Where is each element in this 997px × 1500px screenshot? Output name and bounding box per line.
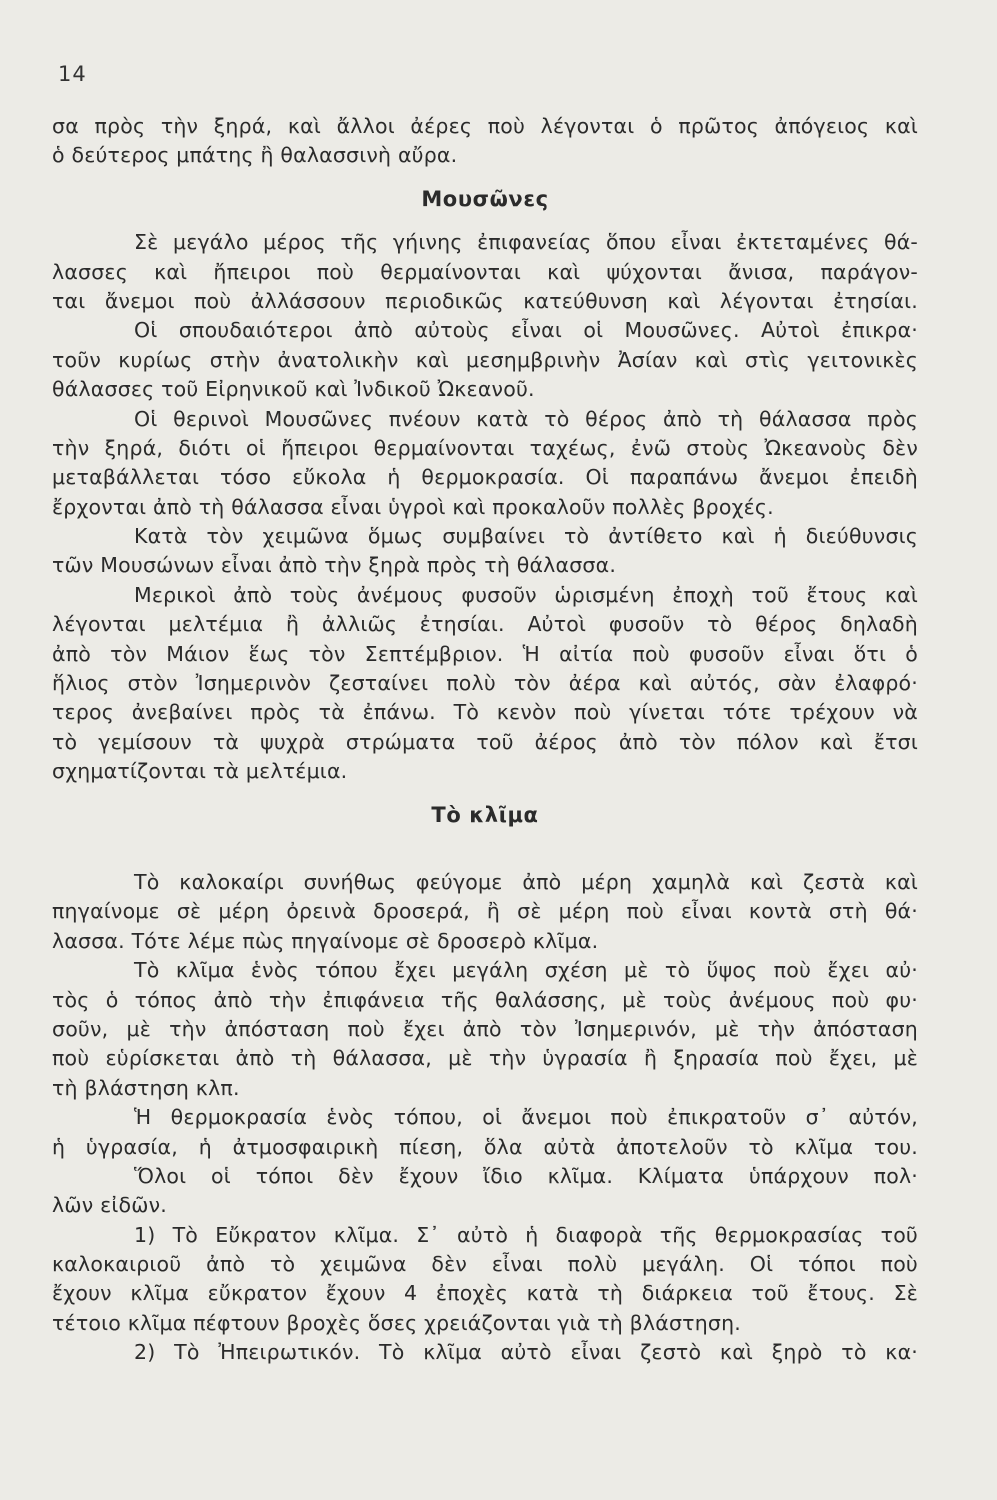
text-line: Οἱ σπουδαιότεροι ἀπὸ αὐτοὺς εἶναι οἱ Μουσῶνες. Αὐτοὶ ἐπικρα· <box>134 318 918 343</box>
text-line: 1) Τὸ Εὔκρατον κλῖμα. Σ᾽ αὐτὸ ἡ διαφορὰ τῆς θερμοκρασίας τοῦ <box>134 1222 918 1247</box>
text-line: τὴ βλάστηση κλπ. <box>52 1075 240 1100</box>
text-line: ἔρχονται ἀπὸ τὴ θάλασσα εἶναι ὑγροὶ καὶ προκαλοῦν πολλὲς βροχές. <box>52 494 774 519</box>
text-line: μεταβάλλεται τόσο εὔκολα ἡ θερμοκρασία. Οἱ παραπάνω ἄνεμοι ἐπειδὴ <box>52 465 918 490</box>
text-line: καλοκαιριοῦ ἀπὸ τὸ χειμῶνα δὲν εἶναι πολὺ μεγάλη. Οἱ τόποι ποὺ <box>52 1252 918 1277</box>
text-line: λασσες καὶ ἤπειροι ποὺ θερμαίνονται καὶ ψύχονται ἄνισα, παράγον- <box>52 259 918 284</box>
text-line: ἀπὸ τὸν Μάιον ἕως τὸν Σεπτέμβριον. Ἡ αἰτία ποὺ φυσοῦν εἶναι ὅτι ὁ <box>52 641 918 666</box>
text-line: λῶν εἰδῶν. <box>52 1193 167 1218</box>
text-line: ὁ δεύτερος μπάτης ἢ θαλασσινὴ αὔρα. <box>52 143 458 168</box>
page-number: 14 <box>58 62 87 86</box>
text-line: Ἡ θερμοκρασία ἑνὸς τόπου, οἱ ἄνεμοι ποὺ ἐπικρατοῦν σ᾽ αὐτόν, <box>134 1105 918 1130</box>
text-line: ἡ ὑγρασία, ἡ ἀτμοσφαιρικὴ πίεση, ὅλα αὐτὰ ἀποτελοῦν τὸ κλῖμα του. <box>52 1134 918 1159</box>
text-line: Κατὰ τὸν χειμῶνα ὅμως συμβαίνει τὸ ἀντίθετο καὶ ἡ διεύθυνσις <box>134 524 918 549</box>
text-line: τερος ἀνεβαίνει πρὸς τὰ ἐπάνω. Τὸ κενὸν ποὺ γίνεται τότε τρέχουν νὰ <box>52 700 918 725</box>
text-line: λασσα. Τότε λέμε πὼς πηγαίνομε σὲ δροσερὸ κλῖμα. <box>52 928 599 953</box>
text-line: ἔχουν κλῖμα εὔκρατον ἔχουν 4 ἐποχὲς κατὰ τὴ διάρκεια τοῦ ἔτους. Σὲ <box>52 1281 918 1306</box>
text-line: ποὺ εὑρίσκεται ἀπὸ τὴ θάλασσα, μὲ τὴν ὑγρασία ἢ ξηρασία ποὺ ἔχει, μὲ <box>52 1046 918 1071</box>
text-line: σοῦν, μὲ τὴν ἀπόσταση ποὺ ἔχει ἀπὸ τὸν Ἰσημερινόν, μὲ τὴν ἀπόσταση <box>52 1016 918 1041</box>
text-line: τὸ γεμίσουν τὰ ψυχρὰ στρώματα τοῦ ἀέρος ἀπὸ τὸν πόλον καὶ ἔτσι <box>52 729 918 754</box>
text-line: λέγονται μελτέμια ἢ ἀλλιῶς ἐτησίαι. Αὐτοὶ φυσοῦν τὸ θέρος δηλαδὴ <box>52 612 918 637</box>
text-line: Μερικοὶ ἀπὸ τοὺς ἀνέμους φυσοῦν ὡρισμένη ἐποχὴ τοῦ ἔτους καὶ <box>134 582 918 607</box>
text-line: τὴν ξηρά, διότι οἱ ἤπειροι θερμαίνονται ταχέως, ἐνῶ στοὺς Ὠκεανοὺς δὲν <box>52 435 918 460</box>
text-line: σα πρὸς τὴν ξηρά, καὶ ἄλλοι ἀέρες ποὺ λέγονται ὁ πρῶτος ἀπόγειος καὶ <box>52 114 918 138</box>
text-line: ἥλιος στὸν Ἰσημερινὸν ζεσταίνει πολὺ τὸν ἀέρα καὶ αὐτός, σὰν ἐλαφρό· <box>52 671 918 696</box>
text-line: τῶν Μουσώνων εἶναι ἀπὸ τὴν ξηρὰ πρὸς τὴ θάλασσα. <box>52 553 617 578</box>
body-text <box>52 112 918 1368</box>
section-heading-klima: Τὸ κλῖμα <box>431 802 539 827</box>
text-line: τὸς ὁ τόπος ἀπὸ τὴν ἐπιφάνεια τῆς θαλάσσης, μὲ τοὺς ἀνέμους ποὺ φυ· <box>52 987 918 1012</box>
text-line: τοῦν κυρίως στὴν ἀνατολικὴν καὶ μεσημβρινὴν Ἀσίαν καὶ στὶς γειτονικὲς <box>52 347 918 372</box>
text-line: πηγαίνομε σὲ μέρη ὀρεινὰ δροσερά, ἢ σὲ μέρη ποὺ εἶναι κοντὰ στὴ θά· <box>52 899 918 924</box>
text-line: Οἱ θερινοὶ Μουσῶνες πνέουν κατὰ τὸ θέρος ἀπὸ τὴ θάλασσα πρὸς <box>134 406 918 431</box>
text-line: σχηματίζονται τὰ μελτέμια. <box>52 759 348 784</box>
text-line: τέτοιο κλῖμα πέφτουν βροχὲς ὅσες χρειάζονται γιὰ τὴ βλάστηση. <box>52 1310 742 1335</box>
text-line: Σὲ μεγάλο μέρος τῆς γήινης ἐπιφανείας ὅπου εἶναι ἐκτεταμένες θά- <box>134 230 918 255</box>
text-line: θάλασσες τοῦ Εἰρηνικοῦ καὶ Ἰνδικοῦ Ὠκεανοῦ. <box>52 377 535 402</box>
section-heading-mousones: Μουσῶνες <box>421 186 549 211</box>
text-line: 2) Τὸ Ἠπειρωτικόν. Τὸ κλῖμα αὐτὸ εἶναι ζεστὸ καὶ ξηρὸ τὸ κα· <box>134 1340 918 1365</box>
text-line: ται ἄνεμοι ποὺ ἀλλάσσουν περιοδικῶς κατεύθυνση καὶ λέγονται ἐτησίαι. <box>52 288 918 313</box>
text-line: Τὸ κλῖμα ἑνὸς τόπου ἔχει μεγάλη σχέση μὲ τὸ ὕψος ποὺ ἔχει αὐ· <box>134 958 918 983</box>
text-line: Τὸ καλοκαίρι συνήθως φεύγομε ἀπὸ μέρη χαμηλὰ καὶ ζεστὰ καὶ <box>134 869 918 894</box>
text-line: Ὅλοι οἱ τόποι δὲν ἔχουν ἴδιο κλῖμα. Κλίματα ὑπάρχουν πολ· <box>134 1163 918 1188</box>
